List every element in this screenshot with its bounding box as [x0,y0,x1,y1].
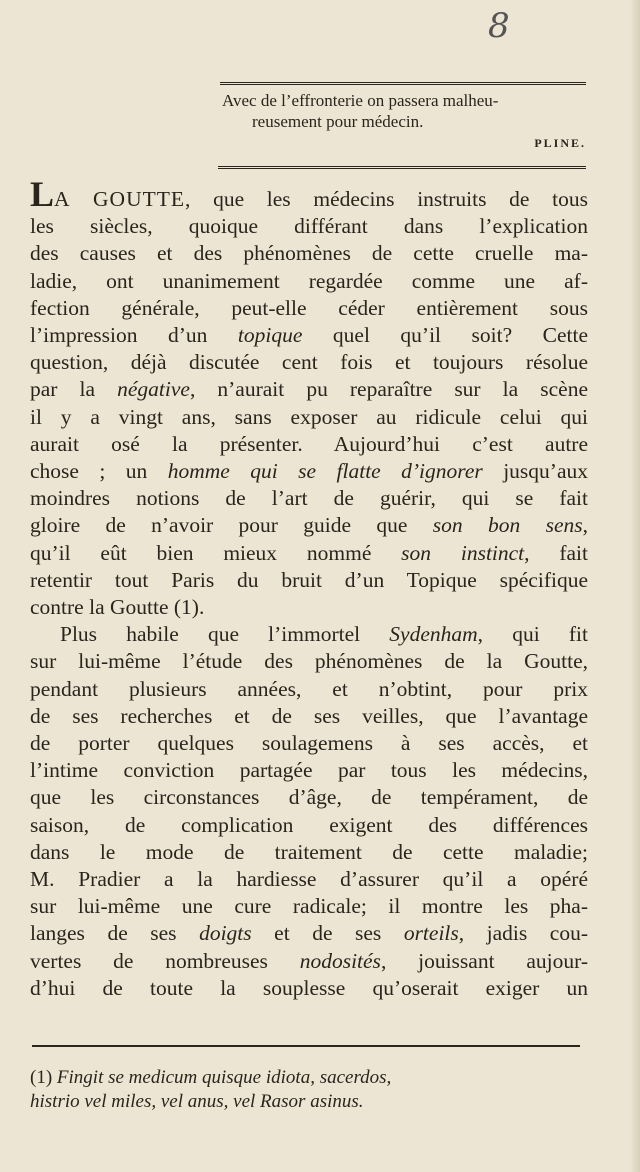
line-text: pendant plusieurs années, et n’obtint, pour prix [30,676,588,701]
paragraph-2-line [30,920,588,947]
line-text: que les circonstances d’âge, de tempérament, de [30,785,588,810]
italic-text: homme qui se flatte d’ignorer [167,459,483,484]
line-text: jusqu’aux [482,459,588,484]
italic-text: topique [237,323,303,348]
paragraph-1-line [30,376,588,403]
small-caps-text: A GOUTTE [54,187,186,211]
paragraph-1-line [30,431,588,458]
line-text: vertes de nombreuses [30,948,300,973]
paragraph-1-line [30,213,588,240]
main-text [30,174,588,1002]
line-text: de porter quelques soulagemens à ses accès, et [30,731,588,756]
paragraph-1-line [30,485,588,512]
paragraph-1-line [30,540,588,567]
line-text: , que les médecins instruits de tous [185,187,588,211]
line-text: quel qu’il soit? Cette [302,323,588,348]
line-text: les siècles, quoique différant dans l’explication [30,214,588,239]
paragraph-1-line [30,349,588,376]
line-text: fection générale, peut-elle céder entièrement sous [30,295,588,320]
paragraph-2-line [30,839,588,866]
line-text: par la [30,377,118,402]
epigraph-top-rule [220,82,586,87]
line-text: l’intime conviction partagée par tous les médecins, [30,758,588,783]
page-edge-shadow [630,0,640,1172]
paragraph-2-line [30,730,588,757]
italic-text: négative [117,377,190,402]
italic-text: orteils [403,921,459,946]
line-text: Plus habile que l’immortel [60,622,390,647]
paragraph-2-line [30,948,588,975]
paragraph-1-line [30,512,588,539]
line-text: gloire de n’avoir pour guide que [30,513,433,538]
line-text: aurait osé la présenter. Aujourd’hui c’est autre [30,431,588,456]
line-text: ladie, ont unanimement regardée comme une af- [30,268,588,293]
line-text: contre la Goutte (1). [30,595,205,620]
line-text: question, déjà discutée cent fois et toujours résolue [30,350,588,375]
italic-text: Sydenham [389,622,478,647]
paragraph-2-line [30,676,588,703]
line-text: , n’aurait pu reparaître sur la scène [189,377,588,402]
paragraph-1-line [30,295,588,322]
epigraph [222,90,594,154]
italic-text: nodosités [299,948,381,973]
line-text: des causes et des phénomènes de cette cruelle ma- [30,241,588,266]
line-text: saison, de complication exigent des différences [30,812,588,837]
line-text: , jouissant aujour- [380,948,588,973]
line-text: l’impression d’un [30,323,238,348]
line-text: il y a vingt ans, sans exposer au ridicule celui qui [30,404,588,429]
italic-text: son instinct [401,540,525,565]
line-text: , [582,513,588,538]
epigraph-bottom-rule [218,166,586,171]
paragraph-1-line [30,322,588,349]
paragraph-2-line [30,812,588,839]
page-number: 8 [488,6,510,46]
paragraph-2-line [30,757,588,784]
paragraph-1-line [30,268,588,295]
paragraph-2-line [30,784,588,811]
line-text: et de ses [251,921,404,946]
line-text: moindres notions de l’art de guérir, qui se fait [30,486,588,511]
paragraph-2-line [30,893,588,920]
paragraph-1-line [30,174,588,214]
epigraph-attribution: PLINE. [534,136,586,150]
footnote-rule [32,1045,580,1047]
footnote-line-1: Fingit se medicum quisque idiota, sacerdos, [56,1067,392,1088]
italic-text: son bon sens [432,513,583,538]
epigraph-line-1: Avec de l’effronterie on passera malheu- [222,91,499,110]
paragraph-1-line [30,567,588,594]
line-text: , qui fit [477,622,588,647]
paragraph-1-line [30,458,588,485]
drop-cap: L [30,174,55,214]
epigraph-line-2: reusement pour médecin. [252,112,424,131]
paragraph-2-line [30,648,588,675]
line-text: qu’il eût bien mieux nommé [30,540,402,565]
line-text: chose ; un [30,459,168,484]
paragraph-1-line [30,594,588,621]
paragraph-2-line [30,621,588,648]
footnote-marker: (1) [30,1067,53,1088]
paragraph-2-line [30,703,588,730]
footnote-line-2: histrio vel miles, vel anus, vel Rasor asinus. [30,1091,364,1112]
line-text: sur lui-même l’étude des phénomènes de la Goutte, [30,649,588,674]
line-text: , jadis cou- [458,921,588,946]
line-text: retentir tout Paris du bruit d’un Topique spécifique [30,567,588,592]
paragraph-2-line [30,866,588,893]
paragraph-1-line [30,404,588,431]
line-text: dans le mode de traitement de cette maladie; [30,839,588,864]
line-text: de ses recherches et de ses veilles, que l’avantage [30,703,588,728]
paragraph-2-line [30,975,588,1002]
line-text: , fait [524,540,588,565]
line-text: langes de ses [30,921,200,946]
footnote [30,1066,590,1114]
line-text: M. Pradier a la hardiesse d’assurer qu’il a opéré [30,867,588,892]
italic-text: doigts [199,921,252,946]
paragraph-1-line [30,240,588,267]
line-text: d’hui de toute la souplesse qu’oserait exiger un [30,975,588,1000]
line-text: sur lui-même une cure radicale; il montre les pha- [30,894,588,919]
